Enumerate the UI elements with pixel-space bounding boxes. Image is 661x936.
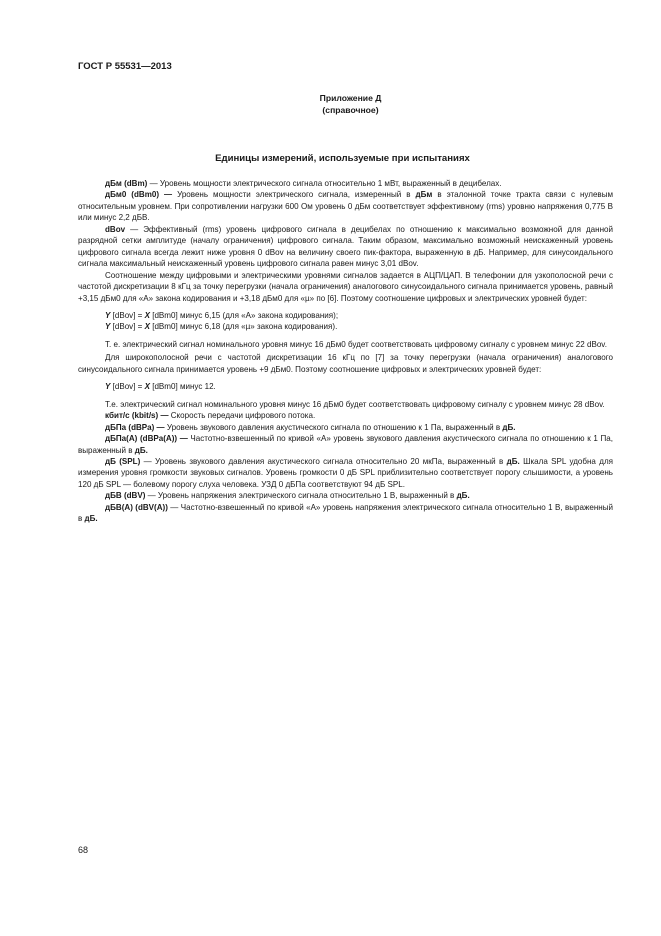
- term-kbits: [78, 410, 613, 421]
- document-header: ГОСТ Р 55531—2013: [78, 61, 172, 72]
- formula-x: X: [144, 322, 150, 332]
- note-wideband: Т.е. электрический сигнал номинального уровня минус 16 дБм0 будет соответствовать цифровому сигналу с уровнем минус 28 dBov.: [105, 399, 605, 409]
- formula-text: [dBov] =: [110, 382, 145, 392]
- term-definition: — Уровень напряжения электрического сигнала относительно 1 В, выраженный в: [145, 491, 457, 501]
- term-label: дБВ(А) (dBV(A)): [105, 502, 168, 512]
- unit-label: дБ.: [506, 456, 520, 466]
- term-dbm0: [78, 189, 613, 223]
- term-definition: — Уровень звукового давления акустического сигнала относительно 20 мкПа, выраженный в: [140, 456, 507, 466]
- annex-title: Приложение Д: [319, 93, 382, 103]
- annex-subtitle: (справочное): [322, 104, 379, 115]
- relation-wideband: Для широкополосной речи с частотой дискретизации 16 кГц по [7] за точку перегрузки (начала ограничения) аналогового синусоидального сигнала принимается уровень +9 дБм0. Поэтому соотношение цифровых и электрических уровней будет:: [78, 353, 613, 374]
- unit-label: дБ.: [456, 491, 470, 501]
- formula-text: [dBm0] минус 6,18 (для «µ» закона кодирования).: [149, 322, 338, 332]
- term-label: дБПа (dBPa) —: [105, 422, 165, 432]
- term-definition: — Уровень мощности электрического сигнала относительно 1 мВт, выраженный в децибелах.: [147, 179, 502, 188]
- formula-x: X: [144, 382, 150, 392]
- term-definition: — Эффективный (rms) уровень цифрового сигнала в децибелах по отношению к максимально возможной для данной разрядной сетки амплитуде (началу ограничения) цифрового сигнала. Таким образом, максимально возможный неискаженный уровень цифрового сигнала всегда лежит ниже уровня 0 dBov на величину своего пик-фактора, выраженную в дБ. Например, для синусоидального сигнала максимальный неискаженный уровень цифрового сигнала равен минус 3,01 dBov.: [78, 224, 613, 269]
- document-body: [78, 178, 613, 525]
- term-definition: Частотно-взвешенный по кривой «А» уровень звукового давления акустического сигнала по отношению к 1 Па, выраженный в: [78, 434, 613, 455]
- term-label: дБм (dBm): [105, 179, 148, 188]
- term-definition: Уровень звукового давления акустического сигнала по отношению к 1 Па, выраженный в: [164, 422, 503, 432]
- term-db-spl: [78, 456, 613, 490]
- formula-y: Y: [105, 310, 111, 320]
- term-label: дБВ (dBV): [105, 491, 146, 501]
- term-dbov: [78, 224, 613, 270]
- unit-label: дБ.: [502, 422, 516, 432]
- formula-wideband: [78, 381, 613, 392]
- term-dbm: [78, 178, 613, 189]
- term-definition: Скорость передачи цифрового потока.: [168, 411, 316, 421]
- page-number: 68: [78, 845, 89, 855]
- formula-x: X: [144, 310, 150, 320]
- formula-a-law: [78, 310, 613, 321]
- formula-y: Y: [105, 322, 111, 332]
- term-definition: Шкала SPL удобна для измерения уровня громкости звуковых сигналов. Уровень громкости 0 дБ SPL приблизительно соответствует порогу слышимости, а уровень 120 дБ SPL — болевому порогу слуха человека. УЗД 0 дБПа соответствуют 94 дБ SPL.: [78, 456, 613, 489]
- formula-y: Y: [105, 382, 111, 392]
- term-dbpa-a: [78, 433, 613, 456]
- formula-text: [dBm0] минус 6,15 (для «А» закона кодирования);: [149, 310, 339, 320]
- term-definition: — Частотно-взвешенный по кривой «А» уровень напряжения электрического сигнала относительно 1 В, выраженный в: [78, 502, 614, 524]
- term-dbv: [78, 490, 613, 501]
- unit-label: дБм: [415, 190, 433, 200]
- term-definition: Уровень мощности электрического сигнала, измеренный в: [172, 190, 416, 200]
- formula-text: [dBov] =: [110, 322, 145, 332]
- term-label: дБ (SPL): [105, 456, 141, 466]
- note-narrowband: Т. е. электрический сигнал номинального уровня минус 16 дБм0 будет соответствовать цифровому сигналу с уровнем минус 22 dBov.: [105, 339, 607, 349]
- term-dbpa: [78, 422, 613, 433]
- section-title: [0, 153, 661, 164]
- term-label: dBov: [105, 224, 126, 234]
- term-dbv-a: [78, 502, 613, 525]
- annex-heading: [0, 93, 661, 116]
- formula-text: [dBm0] минус 12.: [149, 382, 216, 392]
- formula-text: [dBov] =: [110, 310, 145, 320]
- unit-label: дБ.: [134, 445, 148, 455]
- term-label: кбит/с (kbit/s) —: [105, 411, 169, 421]
- term-label: дБПа(А) (dBPa(A)) —: [105, 434, 188, 444]
- section-title-text: Единицы измерений, используемые при испытаниях: [215, 153, 470, 164]
- relation-narrowband: Соотношение между цифровыми и электрическими уровнями сигналов задается в АЦП/ЦАП. В телефонии для узкополосной речи с частотой дискретизации 8 кГц за точку перегрузки (начала ограничения) аналогового синусоидального сигнала принимается уровень, равный +3,15 дБм0 для «А» закона кодирования и +3,18 дБм0 для «µ» по [6]. Поэтому соотношение цифровых и электрических уровней будет:: [78, 270, 613, 303]
- term-definition: в эталонной точке тракта связи с нулевым относительным уровнем. При сопротивлении нагрузки 600 Ом уровень 0 дБм соответствует эффективному (rms) уровню напряжения 0,775 В или минус 2,2 дБВ.: [78, 190, 614, 223]
- unit-label: дБ.: [84, 514, 98, 524]
- term-label: дБм0 (dBm0) —: [105, 190, 173, 200]
- formula-mu-law: [78, 321, 613, 332]
